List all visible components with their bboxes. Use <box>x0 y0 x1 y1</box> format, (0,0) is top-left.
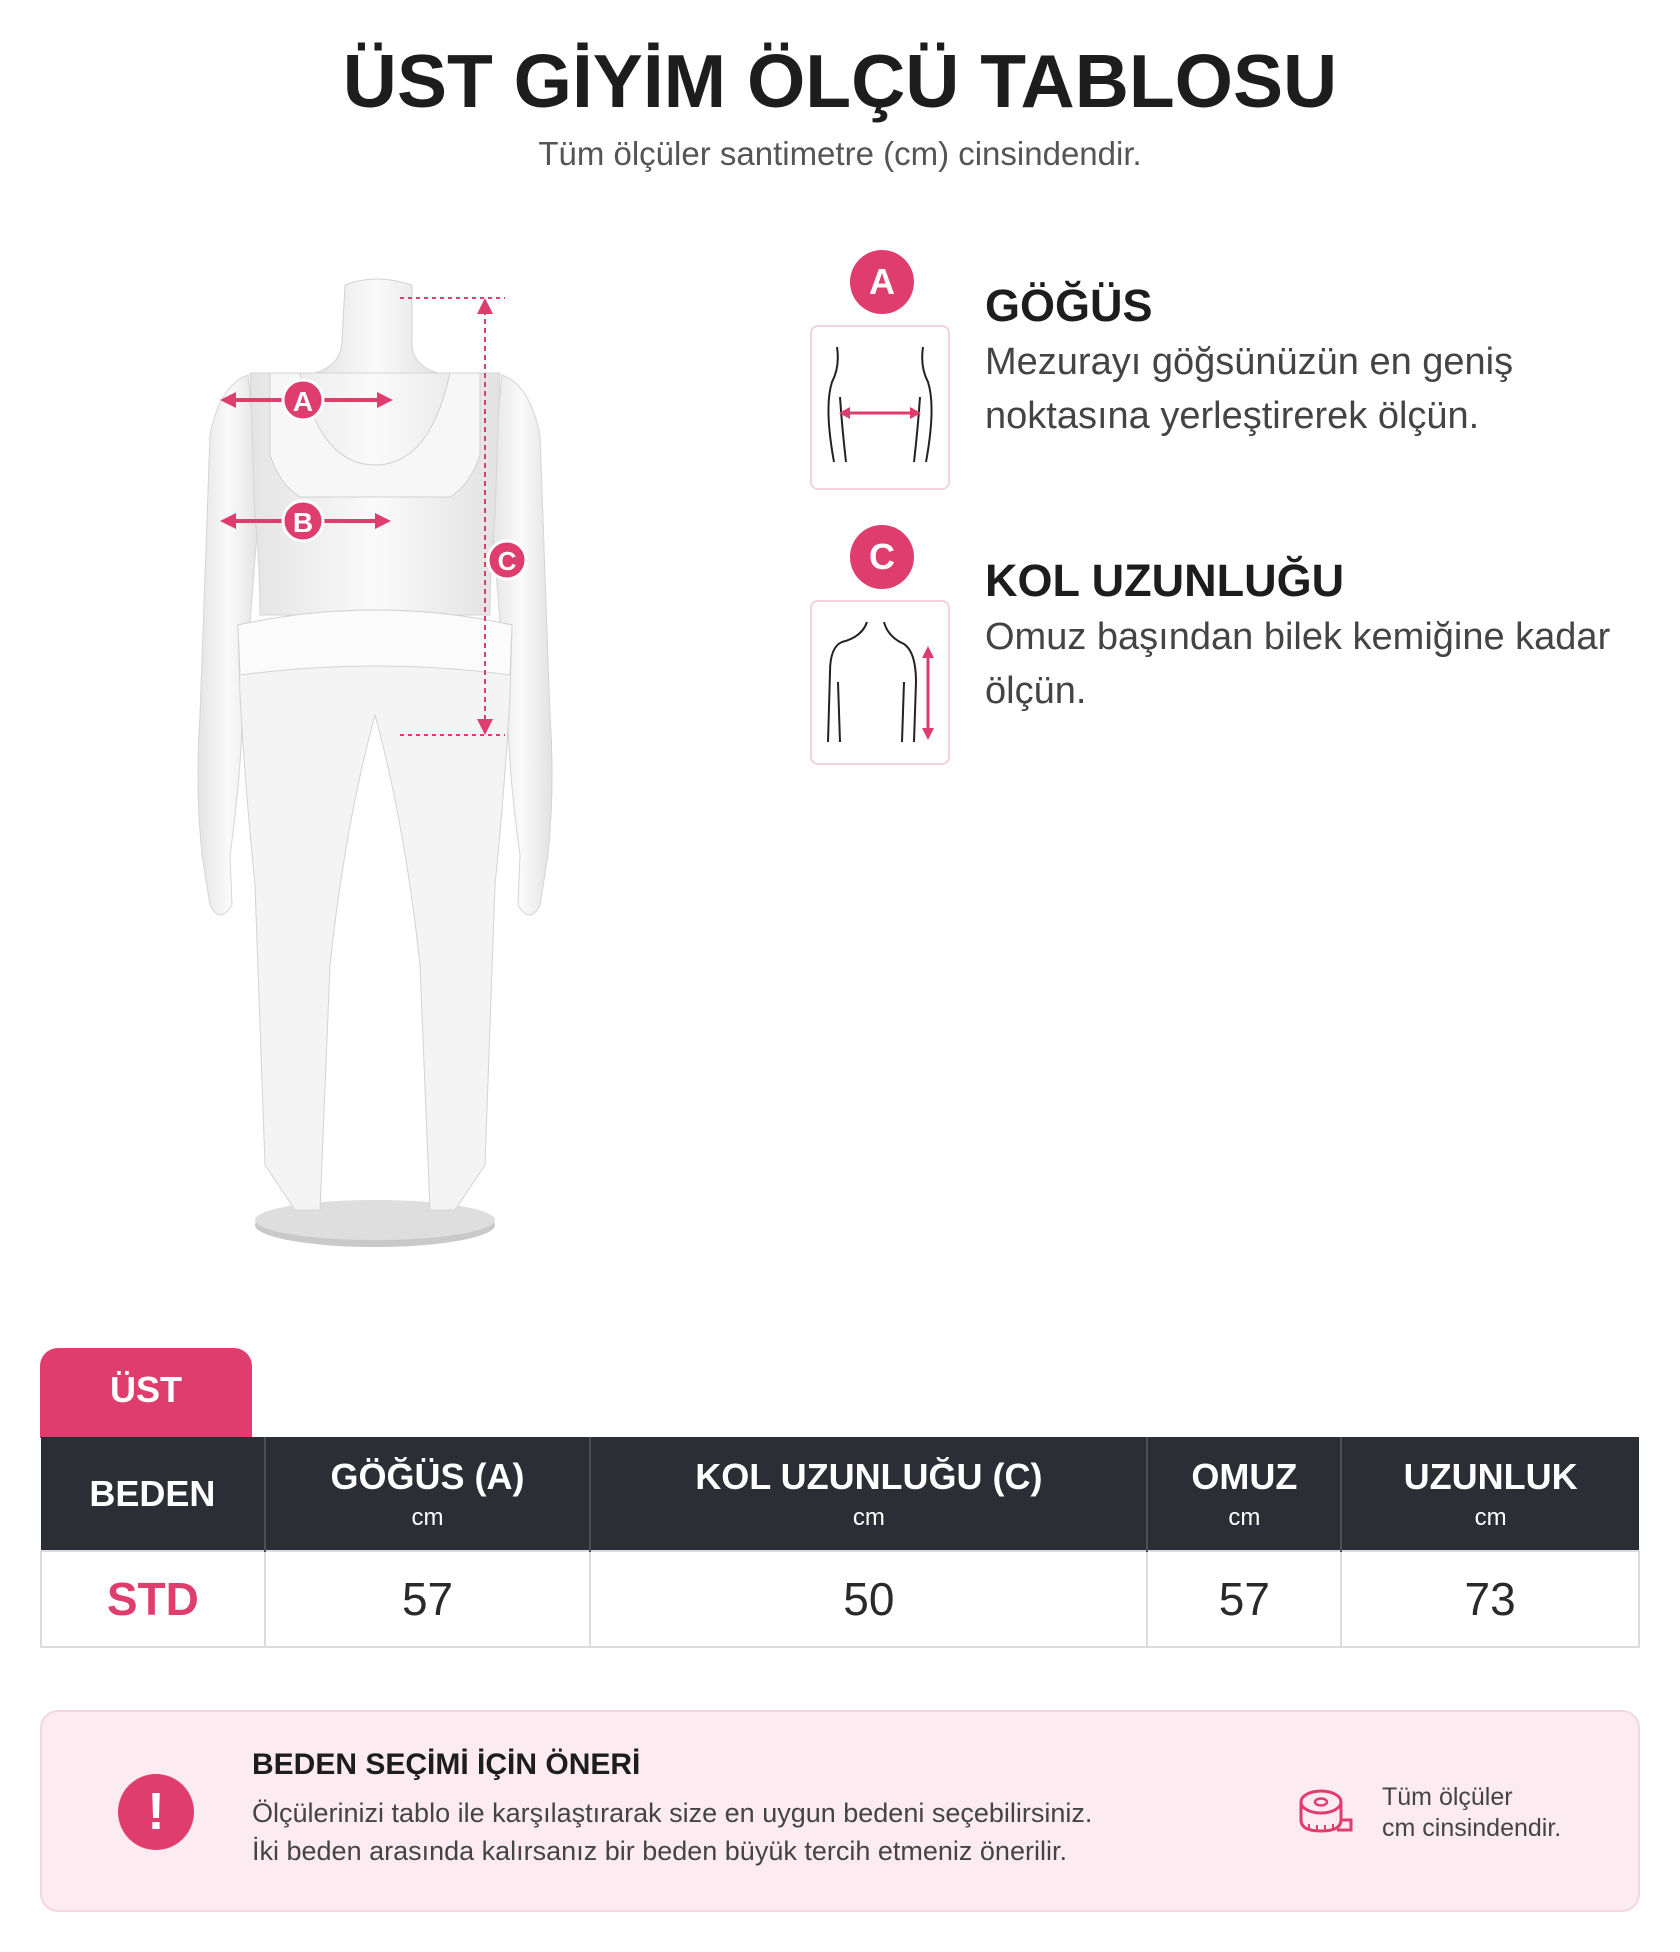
cell-size: STD <box>41 1551 265 1647</box>
table-row <box>41 1551 1639 1647</box>
advice-line-1: Ölçülerinizi tablo ile karşılaştırarak size en uygun bedeni seçebilirsiniz. <box>252 1798 1093 1828</box>
tab-ust[interactable]: ÜST <box>40 1348 252 1438</box>
advice-title: BEDEN SEÇİMİ İÇİN ÖNERİ <box>252 1748 641 1781</box>
cell-omuz: 57 <box>1147 1551 1341 1647</box>
mannequin-illustration <box>150 265 670 1275</box>
advice-note <box>1382 1782 1561 1844</box>
header-omuz: OMUZ cm <box>1147 1437 1341 1551</box>
measure-chest-badge: A <box>850 250 914 314</box>
table-header-row <box>41 1437 1639 1551</box>
cell-gogus: 57 <box>265 1551 591 1647</box>
marker-a-label: A <box>292 386 314 417</box>
cell-kol-uzunlugu: 50 <box>590 1551 1147 1647</box>
measure-chest <box>810 250 1630 500</box>
measure-chest-title: GÖĞÜS <box>985 280 1153 331</box>
header-kol-uzunlugu: KOL UZUNLUĞU (C) cm <box>590 1437 1147 1551</box>
header-uzunluk: UZUNLUK cm <box>1341 1437 1639 1551</box>
alert-icon: ! <box>118 1774 194 1850</box>
advice-note-line-2: cm cinsindendir. <box>1382 1814 1562 1842</box>
size-advice-box <box>40 1710 1640 1912</box>
header-beden: BEDEN <box>41 1437 265 1551</box>
marker-c-label: C <box>497 546 517 576</box>
header-gogus: GÖĞÜS (A) cm <box>265 1437 591 1551</box>
measure-chest-description: Mezurayı göğsünüzün en geniş noktasına yerleştirerek ölçün. <box>985 341 1514 437</box>
measuring-tape-icon <box>1297 1784 1353 1840</box>
size-table <box>40 1437 1640 1648</box>
mannequin-svg <box>150 265 670 1275</box>
cell-uzunluk: 73 <box>1341 1551 1639 1647</box>
measure-sleeve <box>810 525 1630 775</box>
advice-line-2: İki beden arasında kalırsanız bir beden büyük tercih etmeniz önerilir. <box>252 1836 1067 1866</box>
measure-sleeve-title: KOL UZUNLUĞU <box>985 555 1345 606</box>
advice-note-line-1: Tüm ölçüler <box>1382 1783 1513 1811</box>
sleeve-measure-icon <box>810 600 950 765</box>
page-title: ÜST GİYİM ÖLÇÜ TABLOSU <box>342 39 1338 123</box>
marker-b-label: B <box>292 507 314 538</box>
chest-measure-icon <box>810 325 950 490</box>
measure-sleeve-badge: C <box>850 525 914 589</box>
page-subtitle: Tüm ölçüler santimetre (cm) cinsindendir. <box>538 135 1142 172</box>
measure-sleeve-description: Omuz başından bilek kemiğine kadar ölçün. <box>985 616 1611 712</box>
